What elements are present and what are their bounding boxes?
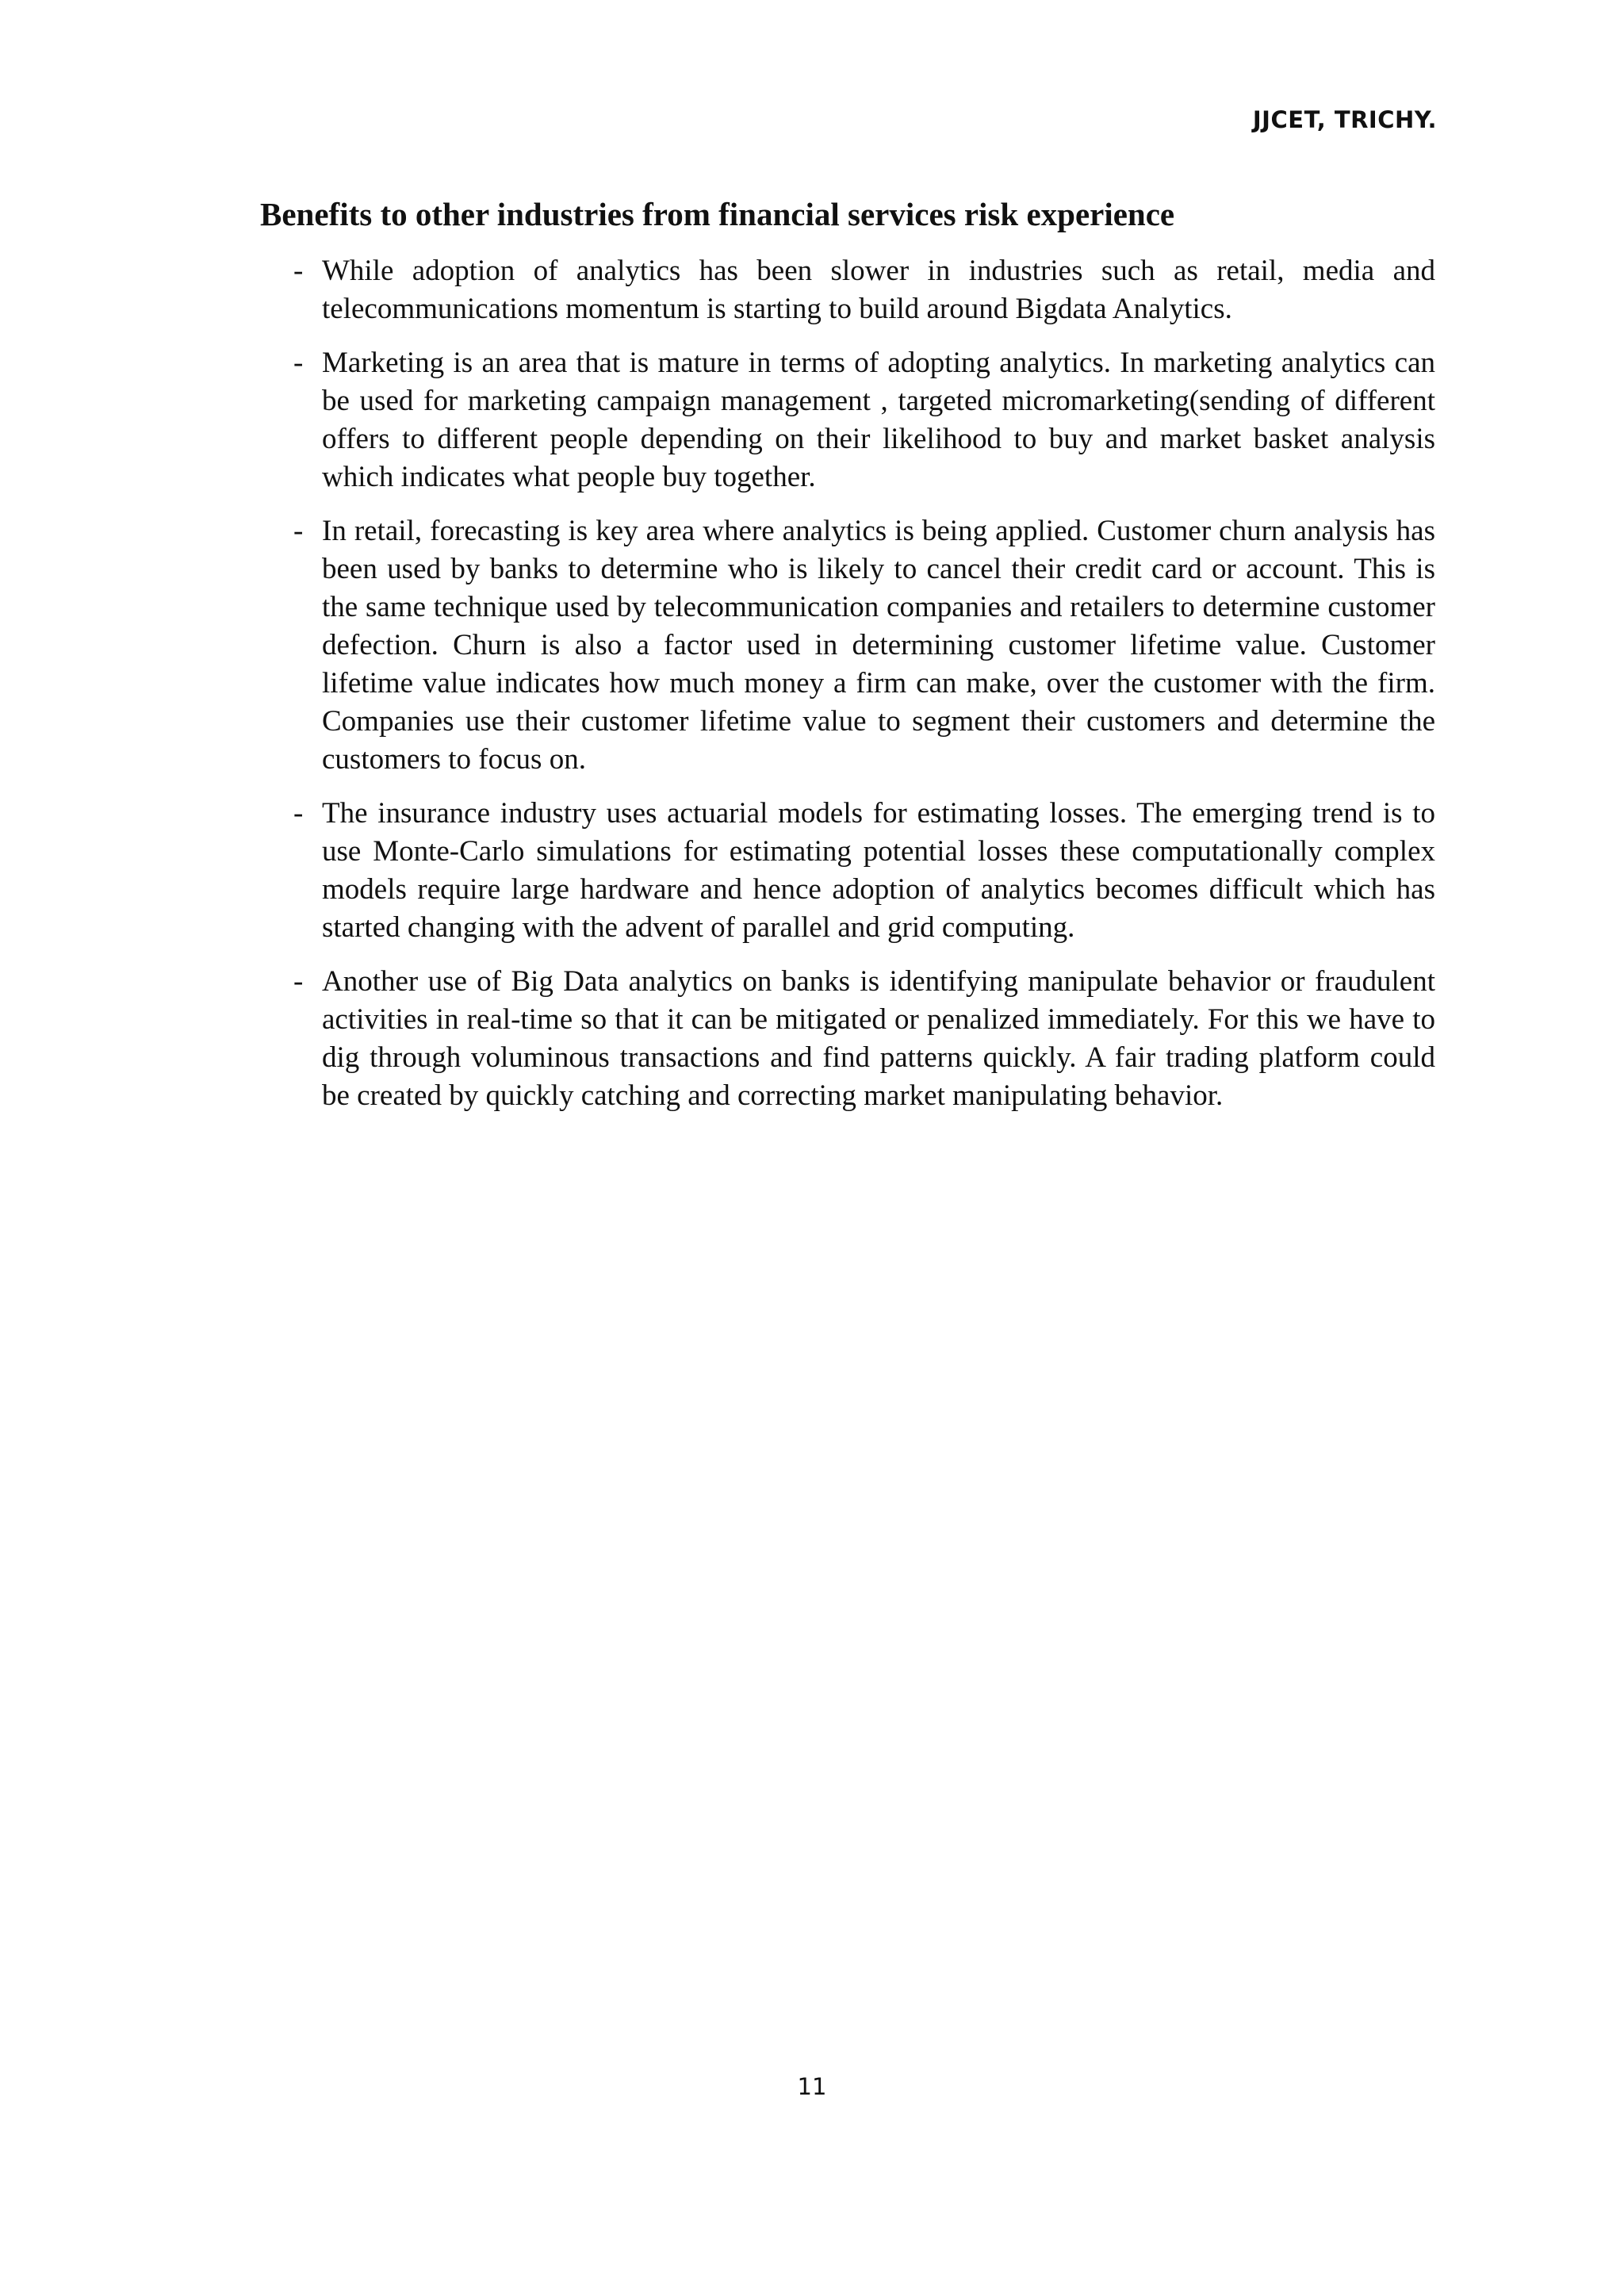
bullet-text: In retail, forecasting is key area where analytics is being applied. Customer churn analysis has been used by banks to determine who is likely to cancel their credit card or account. This is the same technique used by telecommunication companies and retailers to determine customer defection. Churn is also a factor used in determining customer lifetime value. Customer lifetime value indicates how much money a firm can make, over the customer with the firm. Companies use their customer lifetime value to segment their customers and determine the customers to focus on. [322, 515, 1435, 776]
bullet-text: The insurance industry uses actuarial models for estimating losses. The emerging trend is to use Monte-Carlo simulations for estimating potential losses these computationally complex models require large hardware and hence adoption of analytics becomes difficult which has started changing with the advent of parallel and grid computing. [322, 797, 1435, 944]
running-header: JJCET, TRICHY. [1252, 106, 1437, 133]
bullet-marker: - [293, 255, 304, 287]
list-item [293, 252, 1435, 328]
page-number: 11 [797, 2073, 827, 2100]
bullet-text: Another use of Big Data analytics on banks is identifying manipulate behavior or fraudulent activities in real-time so that it can be mitigated or penalized immediately. For this we have to dig through voluminous transactions and find patterns quickly. A fair trading platform could be created by quickly catching and correcting market manipulating behavior. [322, 965, 1435, 1112]
bullet-list [293, 252, 1435, 1131]
list-item [293, 963, 1435, 1115]
bullet-marker: - [293, 797, 304, 830]
bullet-marker: - [293, 965, 304, 998]
bullet-text: Marketing is an area that is mature in terms of adopting analytics. In marketing analytics can be used for marketing campaign management , targeted micromarketing(sending of different offers to different people depending on their likelihood to buy and market basket analysis which indicates what people buy together. [322, 347, 1435, 493]
section-heading: Benefits to other industries from financial services risk experience [260, 196, 1175, 232]
list-item [293, 795, 1435, 947]
bullet-marker: - [293, 515, 304, 547]
list-item [293, 512, 1435, 779]
bullet-text: While adoption of analytics has been slower in industries such as retail, media and telecommunications momentum is starting to build around Bigdata Analytics. [322, 255, 1435, 325]
list-item [293, 344, 1435, 496]
bullet-marker: - [293, 347, 304, 379]
